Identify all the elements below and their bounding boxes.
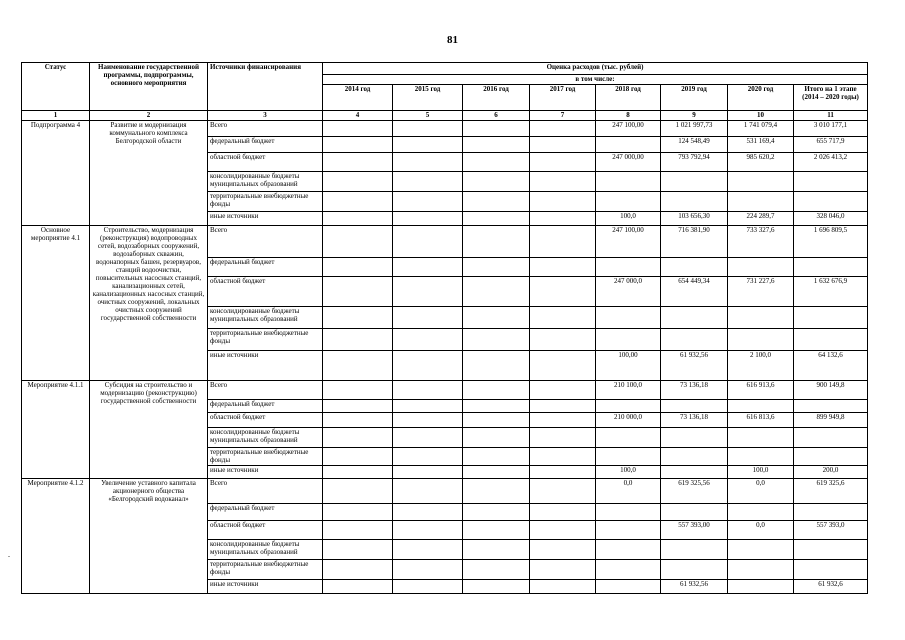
amount-cell: 1 021 997,73 [661,121,728,137]
amount-cell: 247 000,0 [596,277,661,307]
amount-cell [463,153,530,172]
row-status: Мероприятие 4.1.2 [22,479,90,594]
amount-cell [661,400,728,413]
amount-cell [596,560,661,580]
amount-cell: 73 136,18 [661,413,728,428]
amount-cell [463,428,530,448]
amount-cell [728,329,794,351]
amount-cell [463,521,530,540]
funding-source: федеральный бюджет [208,400,323,413]
amount-cell [794,540,868,560]
funding-source: Всего [208,226,323,258]
amount-cell [393,521,463,540]
amount-cell [596,580,661,594]
amount-cell [323,381,393,400]
amount-cell [463,580,530,594]
amount-cell: 328 046,0 [794,212,868,226]
amount-cell [530,212,596,226]
amount-cell: 0,0 [728,521,794,540]
row-status: Подпрограмма 4 [22,121,90,226]
amount-cell [393,560,463,580]
amount-cell [596,172,661,192]
amount-cell: 200,0 [794,466,868,479]
amount-cell: 654 449,34 [661,277,728,307]
column-number: 6 [463,111,530,121]
amount-cell: 0,0 [728,479,794,504]
amount-cell [393,381,463,400]
amount-cell [728,192,794,212]
amount-cell [393,413,463,428]
amount-cell: 733 327,6 [728,226,794,258]
amount-cell [530,413,596,428]
amount-cell: 616 813,6 [728,413,794,428]
row-status: Мероприятие 4.1.1 [22,381,90,479]
amount-cell [530,400,596,413]
header-year: 2016 год [463,85,530,111]
row-name: Субсидия на строительство и модернизацию (реконструкцию) государственной собственности [90,381,208,479]
amount-cell [323,413,393,428]
expense-estimate-table [21,62,868,594]
amount-cell [794,192,868,212]
amount-cell [323,192,393,212]
amount-cell [530,226,596,258]
amount-cell [530,172,596,192]
margin-dot: . [8,550,10,559]
amount-cell [323,580,393,594]
header-year: 2018 год [596,85,661,111]
amount-cell [323,540,393,560]
amount-cell: 73 136,18 [661,381,728,400]
column-number: 10 [728,111,794,121]
amount-cell [728,258,794,277]
amount-cell [530,521,596,540]
amount-cell [530,277,596,307]
amount-cell: 2 026 413,2 [794,153,868,172]
header-status: Статус [22,63,90,111]
amount-cell: 557 393,0 [794,521,868,540]
header-total: Итого на 1 этапе (2014 – 2020 годы) [794,85,868,111]
amount-cell: 61 932,56 [661,351,728,381]
amount-cell [794,307,868,329]
amount-cell: 61 932,6 [794,580,868,594]
amount-cell [530,504,596,521]
table-row [22,381,868,400]
amount-cell [728,504,794,521]
amount-cell: 61 932,56 [661,580,728,594]
amount-cell: 100,0 [596,466,661,479]
amount-cell [530,560,596,580]
amount-cell: 616 913,6 [728,381,794,400]
table-row [22,479,868,504]
table-row [22,226,868,258]
amount-cell [530,381,596,400]
amount-cell [463,212,530,226]
amount-cell [393,137,463,153]
funding-source: Всего [208,121,323,137]
funding-source: Всего [208,381,323,400]
amount-cell: 247 000,00 [596,153,661,172]
funding-source: областной бюджет [208,277,323,307]
funding-source: консолидированные бюджеты муниципальных образований [208,540,323,560]
amount-cell [661,329,728,351]
amount-cell [323,504,393,521]
amount-cell [794,400,868,413]
amount-cell [463,226,530,258]
amount-cell [393,329,463,351]
table-row [22,121,868,137]
amount-cell: 1 632 676,9 [794,277,868,307]
column-number: 2 [90,111,208,121]
funding-source: областной бюджет [208,521,323,540]
column-number: 5 [393,111,463,121]
header-year: 2014 год [323,85,393,111]
amount-cell: 3 010 177,1 [794,121,868,137]
amount-cell [530,258,596,277]
amount-cell: 100,0 [728,466,794,479]
amount-cell [393,504,463,521]
header-year: 2015 год [393,85,463,111]
amount-cell [323,137,393,153]
amount-cell [463,307,530,329]
amount-cell [463,121,530,137]
amount-cell [794,329,868,351]
amount-cell: 2 100,0 [728,351,794,381]
amount-cell [393,258,463,277]
amount-cell [323,466,393,479]
funding-source: федеральный бюджет [208,504,323,521]
amount-cell [323,121,393,137]
amount-cell [530,479,596,504]
amount-cell: 247 100,00 [596,226,661,258]
amount-cell: 1 696 809,5 [794,226,868,258]
amount-cell [794,448,868,466]
amount-cell [661,448,728,466]
amount-cell [530,540,596,560]
amount-cell [596,504,661,521]
amount-cell: 124 548,49 [661,137,728,153]
column-number: 7 [530,111,596,121]
amount-cell: 1 741 079,4 [728,121,794,137]
funding-source: иные источники [208,466,323,479]
amount-cell [323,428,393,448]
amount-cell [323,329,393,351]
amount-cell [323,400,393,413]
amount-cell [323,226,393,258]
header-year: 2020 год [728,85,794,111]
amount-cell [596,428,661,448]
amount-cell: 900 149,8 [794,381,868,400]
amount-cell [794,428,868,448]
amount-cell [530,153,596,172]
amount-cell [661,466,728,479]
funding-source: территориальные внебюджетные фонды [208,329,323,351]
header-including: в том числе: [323,75,868,85]
amount-cell [530,329,596,351]
funding-source: федеральный бюджет [208,137,323,153]
amount-cell [794,172,868,192]
amount-cell: 0,0 [596,479,661,504]
funding-source: федеральный бюджет [208,258,323,277]
header-year: 2019 год [661,85,728,111]
row-name: Строительство, модернизация (реконструкция) водопроводных сетей, водозаборных сооружений, водозаборных скважин, водонапорных башен, резервуаров, станций водоочистки, повысительных насосных станций, канализационных сетей, канализационных насосных станций, очистных сооружений, локальных очистных сооружений государственной собственности [90,226,208,381]
amount-cell [794,504,868,521]
amount-cell [323,258,393,277]
amount-cell [530,137,596,153]
amount-cell [596,258,661,277]
amount-cell [393,153,463,172]
amount-cell: 64 132,6 [794,351,868,381]
amount-cell [323,351,393,381]
funding-source: иные источники [208,580,323,594]
amount-cell: 210 000,0 [596,413,661,428]
header-name: Наименование государственной программы, подпрограммы, основного мероприятия [90,63,208,111]
amount-cell: 531 169,4 [728,137,794,153]
amount-cell: 100,0 [596,212,661,226]
amount-cell [323,560,393,580]
amount-cell [393,580,463,594]
amount-cell [463,137,530,153]
amount-cell [393,172,463,192]
funding-source: территориальные внебюджетные фонды [208,192,323,212]
amount-cell [794,258,868,277]
funding-source: областной бюджет [208,413,323,428]
amount-cell [323,307,393,329]
row-name: Увеличение уставного капитала акционерного общества «Белгородский водоканал» [90,479,208,594]
funding-source: консолидированные бюджеты муниципальных образований [208,428,323,448]
amount-cell: 899 949,8 [794,413,868,428]
amount-cell [530,351,596,381]
amount-cell [728,400,794,413]
amount-cell [463,351,530,381]
amount-cell [393,226,463,258]
amount-cell [463,329,530,351]
amount-cell [323,521,393,540]
amount-cell: 619 325,6 [794,479,868,504]
column-number: 9 [661,111,728,121]
amount-cell: 985 620,2 [728,153,794,172]
funding-source: областной бюджет [208,153,323,172]
amount-cell: 224 289,7 [728,212,794,226]
amount-cell [596,137,661,153]
amount-cell [463,560,530,580]
amount-cell [661,258,728,277]
amount-cell [393,351,463,381]
amount-cell [393,400,463,413]
column-number: 4 [323,111,393,121]
amount-cell [661,428,728,448]
funding-source: иные источники [208,351,323,381]
amount-cell [530,192,596,212]
amount-cell [463,448,530,466]
amount-cell [463,540,530,560]
column-number: 1 [22,111,90,121]
amount-cell: 716 381,90 [661,226,728,258]
amount-cell [323,212,393,226]
amount-cell [596,400,661,413]
funding-source: консолидированные бюджеты муниципальных образований [208,172,323,192]
amount-cell [596,540,661,560]
amount-cell [661,560,728,580]
amount-cell [728,428,794,448]
amount-cell: 210 100,0 [596,381,661,400]
amount-cell [463,258,530,277]
header-estimate: Оценка расходов (тыс. рублей) [323,63,868,75]
amount-cell [393,540,463,560]
amount-cell [596,329,661,351]
amount-cell: 557 393,00 [661,521,728,540]
amount-cell [530,121,596,137]
amount-cell [463,479,530,504]
amount-cell [463,400,530,413]
row-name: Развитие и модернизация коммунального комплекса Белгородской области [90,121,208,226]
amount-cell [530,448,596,466]
amount-cell [393,466,463,479]
funding-source: территориальные внебюджетные фонды [208,448,323,466]
amount-cell [728,580,794,594]
amount-cell [596,521,661,540]
amount-cell [530,466,596,479]
amount-cell [728,540,794,560]
amount-cell [596,192,661,212]
amount-cell [393,448,463,466]
header-sources: Источники финансирования [208,63,323,111]
amount-cell [393,428,463,448]
amount-cell [661,504,728,521]
amount-cell [728,560,794,580]
amount-cell [728,172,794,192]
column-number: 11 [794,111,868,121]
amount-cell [661,540,728,560]
amount-cell [463,192,530,212]
amount-cell [530,307,596,329]
funding-source: консолидированные бюджеты муниципальных образований [208,307,323,329]
amount-cell: 247 100,00 [596,121,661,137]
amount-cell [393,192,463,212]
amount-cell [463,413,530,428]
amount-cell: 731 227,6 [728,277,794,307]
column-number: 8 [596,111,661,121]
amount-cell [323,277,393,307]
amount-cell [728,307,794,329]
amount-cell [794,560,868,580]
amount-cell: 103 656,30 [661,212,728,226]
column-number: 3 [208,111,323,121]
amount-cell [530,580,596,594]
amount-cell [323,172,393,192]
amount-cell [393,479,463,504]
amount-cell [393,307,463,329]
amount-cell [530,428,596,448]
amount-cell: 619 325,56 [661,479,728,504]
amount-cell: 655 717,9 [794,137,868,153]
funding-source: Всего [208,479,323,504]
header-year: 2017 год [530,85,596,111]
amount-cell [463,172,530,192]
amount-cell [393,277,463,307]
amount-cell [323,448,393,466]
amount-cell [463,381,530,400]
page-number: 81 [447,34,458,46]
row-status: Основное мероприятие 4.1 [22,226,90,381]
amount-cell [661,307,728,329]
amount-cell [323,479,393,504]
amount-cell [463,466,530,479]
amount-cell [596,448,661,466]
amount-cell [463,277,530,307]
funding-source: иные источники [208,212,323,226]
funding-source: территориальные внебюджетные фонды [208,560,323,580]
amount-cell [728,448,794,466]
amount-cell [393,212,463,226]
amount-cell [323,153,393,172]
amount-cell: 100,00 [596,351,661,381]
amount-cell [661,172,728,192]
amount-cell [661,192,728,212]
amount-cell [463,504,530,521]
amount-cell [393,121,463,137]
amount-cell: 793 792,94 [661,153,728,172]
amount-cell [596,307,661,329]
